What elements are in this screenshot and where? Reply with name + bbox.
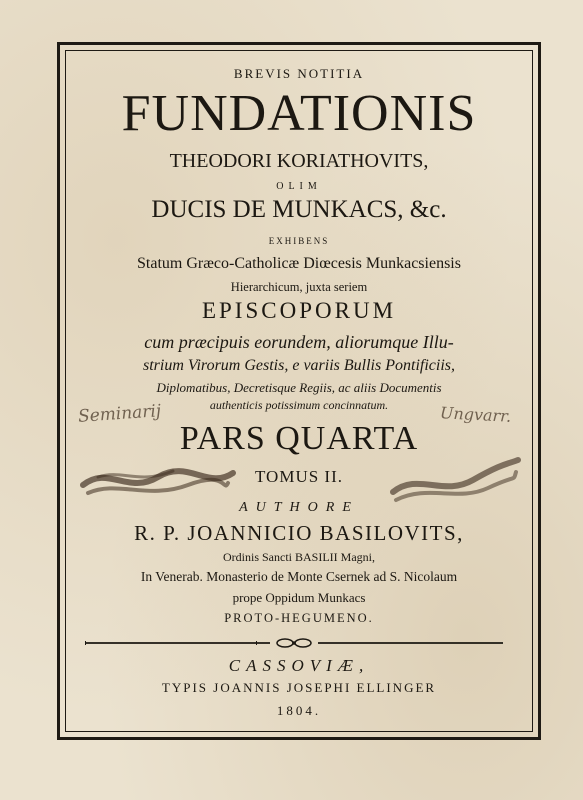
authore-label: AUTHORE	[239, 500, 359, 515]
ordinis-line: Ordinis Sancti BASILII Magni,	[223, 550, 375, 564]
authenticis-line: authenticis potissimum concinnatum.	[209, 398, 389, 412]
statum-line: Statum Græco-Catholicæ Diœcesis Munkacsiensis	[137, 255, 461, 272]
olim-line: OLIM	[276, 181, 322, 192]
main-title-fundationis: FUNDATIONIS	[121, 85, 477, 142]
heading-brevis-notitia: BREVIS NOTITIA	[233, 66, 365, 81]
diplomatibus-line: Diplomatibus, Decretisque Regiis, ac aliis Documentis	[156, 380, 442, 395]
monastery-line: In Venerab. Monasterio de Monte Csernek ad S. Nicolaum	[140, 569, 458, 584]
author-name-line: R. P. JOANNICIO BASILOVITS,	[134, 521, 464, 545]
printer-line: TYPIS JOANNIS JOSEPHI ELLINGER	[161, 680, 437, 695]
subject-name-line: THEODORI KORIATHOVITS,	[169, 150, 429, 172]
tomus-line: TOMUS II.	[254, 467, 344, 486]
prope-line: prope Oppidum Munkacs	[232, 590, 366, 605]
handwritten-note-right: Ungvarr.	[439, 403, 512, 426]
ink-scribble-right	[388, 452, 523, 507]
proto-hegumeno-line: PROTO-HEGUMENO.	[224, 611, 374, 625]
episcoporum-line: EPISCOPORUM	[201, 298, 397, 323]
cum-line: cum præcipuis eorundem, aliorumque Illu-	[144, 332, 454, 352]
ink-scribble-left	[78, 455, 238, 505]
ducis-line: DUCIS DE MUNKACS, &c.	[151, 196, 447, 223]
year-line: 1804.	[276, 703, 322, 718]
cassoviae-line: CASSOVIÆ,	[228, 656, 370, 675]
pars-quarta-heading: PARS QUARTA	[179, 420, 419, 457]
handwritten-note-left: Seminarij	[77, 401, 162, 427]
ornamental-rule	[85, 636, 503, 650]
strium-line: strium Virorum Gestis, e variis Bullis Pontificiis,	[143, 357, 455, 374]
hierarchicum-line: Hierarchicum, juxta seriem	[230, 280, 368, 294]
exhibens-line: EXHIBENS	[268, 236, 330, 246]
